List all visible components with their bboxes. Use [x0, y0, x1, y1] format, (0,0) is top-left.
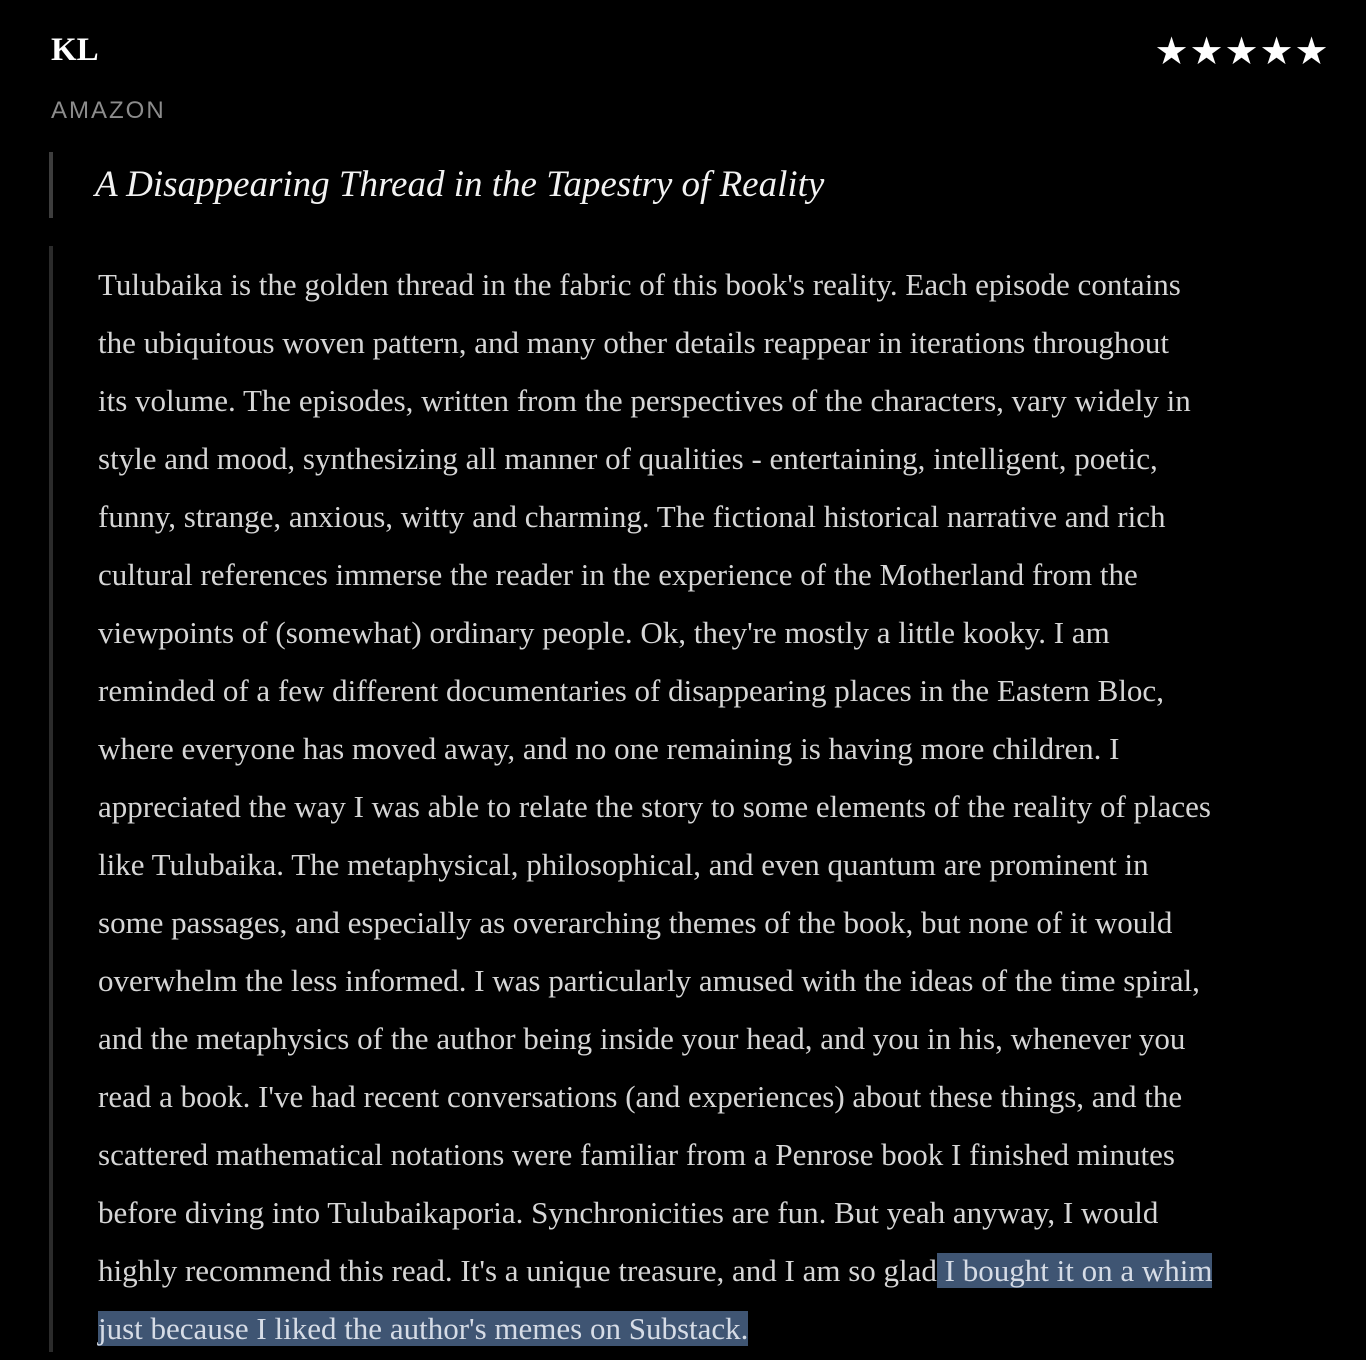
review-body[interactable]: [98, 256, 1320, 1358]
review-line: overwhelm the less informed. I was particularly amused with the ideas of the time spiral,: [98, 963, 1200, 998]
selected-text: just because I liked the author's memes on Substack.: [98, 1311, 749, 1346]
review-body-quote: [49, 246, 1323, 1352]
star-icon: ★: [1154, 29, 1189, 73]
selected-text: I bought it on a whim: [936, 1253, 1213, 1288]
review-line: cultural references immerse the reader in the experience of the Motherland from the: [98, 557, 1138, 592]
reviewer-name: KL: [51, 32, 99, 68]
review-line: scattered mathematical notations were familiar from a Penrose book I finished minutes: [98, 1137, 1175, 1172]
review-line: and the metaphysics of the author being inside your head, and you in his, whenever you: [98, 1021, 1186, 1056]
review-line: read a book. I've had recent conversations (and experiences) about these things, and the: [98, 1079, 1183, 1114]
star-icon: ★: [1189, 29, 1224, 73]
review-text: highly recommend this read. It's a unique treasure, and I am so glad: [98, 1253, 937, 1288]
star-rating: [1154, 28, 1329, 74]
review-line: Tulubaika is the golden thread in the fabric of this book's reality. Each episode contains: [98, 267, 1181, 302]
review-line: the ubiquitous woven pattern, and many other details reappear in iterations throughout: [98, 325, 1169, 360]
star-icon: ★: [1294, 29, 1329, 73]
review-source: AMAZON: [51, 97, 166, 124]
review-title: A Disappearing Thread in the Tapestry of Reality: [95, 164, 825, 205]
review-line: [98, 1300, 1320, 1358]
review-line: some passages, and especially as overarching themes of the book, but none of it would: [98, 905, 1173, 940]
review-line: style and mood, synthesizing all manner of qualities - entertaining, intelligent, poetic,: [98, 441, 1158, 476]
review-title-quote: [49, 152, 824, 218]
review-line: before diving into Tulubaikaporia. Synchronicities are fun. But yeah anyway, I would: [98, 1195, 1159, 1230]
review-line: like Tulubaika. The metaphysical, philosophical, and even quantum are prominent in: [98, 847, 1149, 882]
star-icon: ★: [1224, 29, 1259, 73]
review-line: [98, 1242, 1320, 1300]
review-line: its volume. The episodes, written from the perspectives of the characters, vary widely in: [98, 383, 1191, 418]
review-line: funny, strange, anxious, witty and charming. The fictional historical narrative and rich: [98, 499, 1166, 534]
review-line: appreciated the way I was able to relate the story to some elements of the reality of places: [98, 789, 1211, 824]
review-line: where everyone has moved away, and no one remaining is having more children. I: [98, 731, 1120, 766]
star-icon: ★: [1259, 29, 1294, 73]
review-line: viewpoints of (somewhat) ordinary people. Ok, they're mostly a little kooky. I am: [98, 615, 1110, 650]
review-line: reminded of a few different documentaries of disappearing places in the Eastern Bloc,: [98, 673, 1164, 708]
